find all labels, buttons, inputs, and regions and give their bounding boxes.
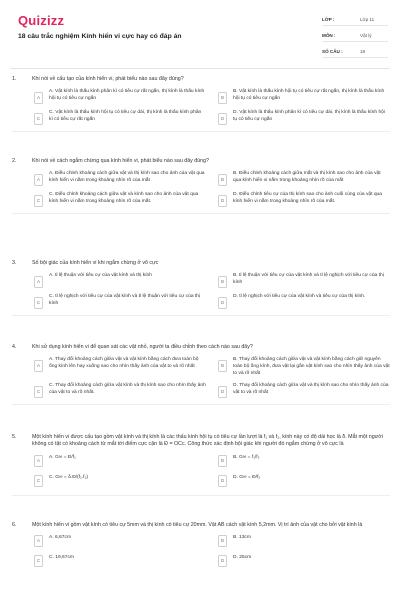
option-text: C. Điều chỉnh khoảng cách giữa vật và kính sao cho ảnh của vật qua kính hiển vi nằm trong khoảng nhìn rõ của mắt. bbox=[49, 192, 199, 204]
question bbox=[12, 260, 390, 344]
option-letter-a: A bbox=[34, 455, 43, 467]
option-text: B. Thay đổi khoảng cách giữa vật và vật kính bằng cách giữ nguyên toàn bộ ống kính, đưa vật lại gần vật kính sao cho nhìn thấy ảnh của vật to và rõ nhất bbox=[233, 357, 390, 376]
question-stem bbox=[12, 344, 390, 351]
option-b[interactable] bbox=[218, 455, 390, 469]
option-text: B. tỉ lệ thuận với tiêu cự của vật kính và tỉ lệ nghịch với tiêu cự của thị kính bbox=[233, 273, 384, 285]
option-text: B. Vật kính là thấu kính hội tụ có tiêu cự rất ngắn, thị kính là thấu kính hội tụ có tiêu cự ngắn bbox=[233, 89, 385, 101]
option-d[interactable] bbox=[218, 383, 390, 398]
meta-count-value: 18 bbox=[360, 48, 366, 54]
option-letter-b: B bbox=[218, 276, 227, 288]
option-a[interactable] bbox=[34, 455, 206, 469]
question bbox=[12, 434, 390, 522]
option-b[interactable] bbox=[218, 89, 390, 104]
option-text: D. Vật kính là thấu kính phân kì có tiêu cự dài, thị kính là thấu kính hội tụ có tiêu cự ngắn bbox=[233, 110, 385, 122]
question-number: 3. bbox=[12, 260, 17, 266]
question bbox=[12, 158, 390, 260]
option-letter-d: D bbox=[218, 386, 227, 398]
option-b[interactable] bbox=[218, 171, 390, 186]
question-text: Số bội giác của kính hiển vi khi ngắm chừng ở vô cực bbox=[32, 260, 159, 266]
option-letter-b: B bbox=[218, 455, 227, 467]
option-c[interactable] bbox=[34, 475, 206, 489]
option-grid bbox=[34, 273, 390, 309]
question-text: Khi nói về cấu tạo của kính hiển vi, phát biểu nào sau đây đúng? bbox=[32, 76, 184, 82]
option-letter-c: C bbox=[34, 297, 43, 309]
option-grid bbox=[34, 357, 390, 398]
option-grid bbox=[34, 535, 390, 569]
question-divider bbox=[12, 131, 390, 132]
option-a[interactable] bbox=[34, 535, 206, 549]
option-letter-a: A bbox=[34, 360, 43, 372]
option-letter-a: A bbox=[34, 276, 43, 288]
question-number: 6. bbox=[12, 522, 17, 528]
option-text: B. Điều chỉnh khoảng cách giữa mắt và thị kính sao cho ảnh của vật qua kính hiển vi nằm trong khoảng nhìn rõ của mắt bbox=[233, 171, 381, 183]
question-text: Một kính hiển vi gồm vật kính có tiêu cự 5mm và thị kính có tiêu cự 20mm. Vật AB cách vật kính 5,2mm. Vị trí ảnh của vật cho bởi vật kính là bbox=[32, 522, 363, 528]
option-c[interactable] bbox=[34, 110, 206, 125]
option-text: A. 6,67cm bbox=[49, 535, 72, 541]
meta-subject-value: Vật lý bbox=[360, 32, 372, 38]
option-c[interactable] bbox=[34, 383, 206, 398]
question bbox=[12, 344, 390, 434]
option-a[interactable] bbox=[34, 89, 206, 104]
quizizz-logo: Quizizz bbox=[18, 13, 65, 28]
header-divider bbox=[10, 68, 390, 69]
option-letter-c: C bbox=[34, 555, 43, 567]
option-letter-d: D bbox=[218, 195, 227, 207]
question-stem bbox=[12, 260, 390, 267]
meta-count-label: SỐ CÂU : bbox=[322, 48, 343, 54]
option-letter-d: D bbox=[218, 113, 227, 125]
question-divider bbox=[12, 404, 390, 405]
option-letter-b: B bbox=[218, 535, 227, 547]
question-stem bbox=[12, 76, 390, 83]
meta-subject bbox=[322, 29, 388, 42]
option-letter-d: D bbox=[218, 297, 227, 309]
question-number: 1. bbox=[12, 76, 17, 82]
option-letter-c: C bbox=[34, 195, 43, 207]
option-letter-b: B bbox=[218, 174, 227, 186]
option-letter-a: A bbox=[34, 174, 43, 186]
option-letter-c: C bbox=[34, 475, 43, 487]
question-text: Một kính hiển vi được cấu tạo gồm vật kính và thị kính là các thấu kính hội tụ có tiêu cự lần lượt là f₁ và f₂, kính này có độ dài học là δ. Mắt một người không có tật có khoảng cách từ mắt tới điểm cực cận là Đ = OCc. Công thức xác định bội giác khi người đó ngắm chừng ở vô cực là bbox=[32, 434, 383, 448]
meta-question-count bbox=[322, 45, 388, 58]
option-text: C. 19,67cm bbox=[49, 555, 75, 561]
question-divider bbox=[12, 495, 390, 496]
question-divider bbox=[12, 213, 390, 214]
question bbox=[12, 522, 390, 569]
option-text: A. Điều chỉnh khoảng cách giữa vật và thị kính sao cho ảnh của vật qua kính hiển vi nằm trong khoảng nhìn rõ của mắt bbox=[49, 171, 205, 183]
option-text: D. G∞ = Đ/f₂ bbox=[233, 474, 261, 480]
meta-grade bbox=[322, 13, 388, 26]
option-text: B. G∞ = f₁/f₂ bbox=[233, 454, 260, 460]
meta-grade-value: Lớp 11 bbox=[360, 16, 375, 22]
option-c[interactable] bbox=[34, 555, 206, 569]
option-text: D. 25cm bbox=[233, 555, 252, 561]
option-grid bbox=[34, 455, 390, 489]
option-text: B. 13cm bbox=[233, 535, 251, 541]
worksheet-meta bbox=[322, 13, 388, 61]
option-letter-c: C bbox=[34, 113, 43, 125]
question-number: 2. bbox=[12, 158, 17, 164]
option-text: D. tỉ lệ nghịch với tiêu cự của vật kính và tiêu cự của thị kính. bbox=[233, 294, 366, 300]
option-letter-a: A bbox=[34, 92, 43, 104]
option-d[interactable] bbox=[218, 294, 390, 309]
question-number: 5. bbox=[12, 434, 17, 440]
question-stem bbox=[12, 158, 390, 165]
question-divider bbox=[12, 315, 390, 316]
option-text: C. tỉ lệ nghịch với tiêu cự của vật kính và tỉ lệ thuận với tiêu cự của thị kính bbox=[49, 294, 201, 306]
option-letter-b: B bbox=[218, 360, 227, 372]
option-letter-b: B bbox=[218, 92, 227, 104]
question-text: Khi sử dụng kính hiển vi để quan sát các vật nhỏ, người ta điều chỉnh theo cách nào sau đây? bbox=[32, 344, 253, 350]
option-b[interactable] bbox=[218, 535, 390, 549]
option-c[interactable] bbox=[34, 294, 206, 309]
option-text: A. G∞ = Đ/f₁ bbox=[49, 454, 76, 460]
option-b[interactable] bbox=[218, 273, 390, 288]
option-d[interactable] bbox=[218, 475, 390, 489]
page-title: 18 câu trắc nghiệm Kính hiển vi cực hay có đáp án bbox=[18, 33, 182, 40]
option-a[interactable] bbox=[34, 357, 206, 377]
meta-grade-label: LỚP : bbox=[322, 16, 335, 22]
option-letter-c: C bbox=[34, 386, 43, 398]
option-text: A. Vật kính là thấu kính phân kì có tiêu cự rất ngắn, thị kính là thấu kính hội tụ có tiêu cự ngắn bbox=[49, 89, 205, 101]
option-letter-a: A bbox=[34, 535, 43, 547]
option-letter-d: D bbox=[218, 555, 227, 567]
option-grid bbox=[34, 171, 390, 207]
question-list bbox=[12, 76, 390, 569]
option-text: D. Thay đổi khoảng cách giữa vật và thị kính sao cho nhìn thấy ảnh của vật to và rõ nhất bbox=[233, 383, 389, 395]
option-c[interactable] bbox=[34, 192, 206, 207]
option-a[interactable] bbox=[34, 171, 206, 186]
option-text: D. Điều chỉnh tiêu cự của thị kính sao cho ảnh cuối cùng của vật qua kính hiển vi nằm trong khoảng nhìn rõ của mắt. bbox=[233, 192, 382, 204]
question-stem bbox=[12, 522, 390, 529]
option-d[interactable] bbox=[218, 192, 390, 207]
option-d[interactable] bbox=[218, 110, 390, 125]
question-stem bbox=[12, 434, 390, 449]
option-text: A. Thay đổi khoảng cách giữa vật và vật kính bằng cách đưa toàn bộ ống kính lên hay xuống sao cho nhìn thấy ảnh của vật to và rõ nhất bbox=[49, 357, 199, 369]
worksheet-header bbox=[0, 0, 400, 66]
option-letter-d: D bbox=[218, 475, 227, 487]
option-text: C. Thay đổi khoảng cách giữa vật kính và thị kính sao cho nhìn thấy ảnh của vật to và rõ nhất. bbox=[49, 383, 206, 395]
option-d[interactable] bbox=[218, 555, 390, 569]
question bbox=[12, 76, 390, 158]
option-grid bbox=[34, 89, 390, 125]
meta-subject-label: MÔN : bbox=[322, 32, 336, 38]
option-text: C. G∞ = δ.Đ/(f₁.f₂) bbox=[49, 474, 88, 480]
option-text: C. Vật kính là thấu kính hội tụ có tiêu cự dài, thị kính là thấu kính phân kì có tiêu cự rất ngắn bbox=[49, 110, 202, 122]
option-text: A. tỉ lệ thuận với tiêu cự của vật kính và thị kính bbox=[49, 273, 152, 279]
option-a[interactable] bbox=[34, 273, 206, 288]
question-number: 4. bbox=[12, 344, 17, 350]
option-b[interactable] bbox=[218, 357, 390, 377]
question-text: Khi nói về cách ngắm chừng qua kính hiển vi, phát biểu nào sau đây đúng? bbox=[32, 158, 209, 164]
